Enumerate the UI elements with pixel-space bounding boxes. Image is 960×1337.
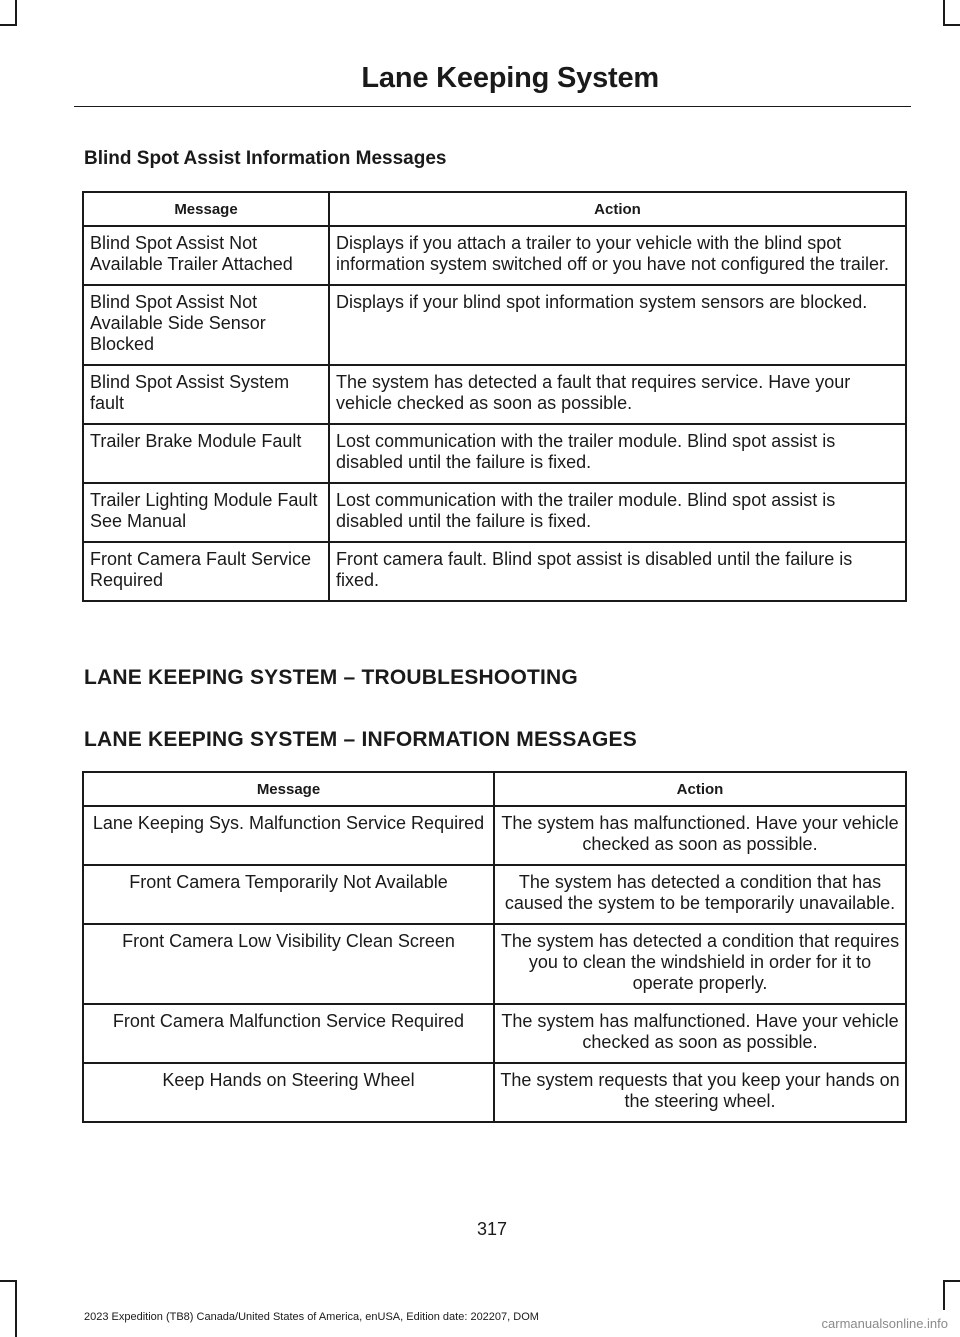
table-row [83, 1063, 906, 1122]
table-row [83, 865, 906, 924]
action-cell: The system requests that you keep your hands on the steering wheel. [494, 1063, 906, 1122]
watermark: carmanualsonline.info [821, 1316, 948, 1331]
header-divider [74, 106, 911, 107]
column-header-message: Message [83, 772, 494, 806]
column-header-action: Action [494, 772, 906, 806]
table-header-row [83, 772, 906, 806]
action-cell: Lost communication with the trailer module. Blind spot assist is disabled until the failure is fixed. [329, 424, 906, 483]
column-header-message: Message [83, 192, 329, 226]
chapter-heading-information-messages: LANE KEEPING SYSTEM – INFORMATION MESSAGES [84, 728, 637, 751]
chapter-heading-troubleshooting: LANE KEEPING SYSTEM – TROUBLESHOOTING [84, 666, 578, 689]
action-cell: Lost communication with the trailer module. Blind spot assist is disabled until the failure is fixed. [329, 483, 906, 542]
edition-footer: 2023 Expedition (TB8) Canada/United States of America, enUSA, Edition date: 202207, DOM [84, 1311, 539, 1323]
message-cell: Front Camera Low Visibility Clean Screen [83, 924, 494, 1004]
page-title: Lane Keeping System [361, 62, 659, 94]
message-cell: Keep Hands on Steering Wheel [83, 1063, 494, 1122]
action-cell: The system has malfunctioned. Have your vehicle checked as soon as possible. [494, 806, 906, 865]
crop-mark [943, 1280, 960, 1282]
table-row [83, 226, 906, 285]
action-cell: Front camera fault. Blind spot assist is disabled until the failure is fixed. [329, 542, 906, 601]
table-row [83, 542, 906, 601]
message-cell: Blind Spot Assist Not Available Side Sensor Blocked [83, 285, 329, 365]
table-row [83, 365, 906, 424]
action-cell: Displays if you attach a trailer to your vehicle with the blind spot information system switched off or you have not configured the trailer. [329, 226, 906, 285]
message-cell: Front Camera Fault Service Required [83, 542, 329, 601]
action-cell: The system has malfunctioned. Have your vehicle checked as soon as possible. [494, 1004, 906, 1063]
crop-mark [943, 1280, 945, 1310]
lane-keeping-messages-table [82, 771, 907, 1123]
action-cell: The system has detected a condition that has caused the system to be temporarily unavailable. [494, 865, 906, 924]
table-row [83, 806, 906, 865]
message-cell: Lane Keeping Sys. Malfunction Service Required [83, 806, 494, 865]
message-cell: Trailer Brake Module Fault [83, 424, 329, 483]
message-cell: Blind Spot Assist Not Available Trailer Attached [83, 226, 329, 285]
crop-mark [15, 0, 17, 26]
table-row [83, 285, 906, 365]
message-cell: Trailer Lighting Module Fault See Manual [83, 483, 329, 542]
action-cell: Displays if your blind spot information system sensors are blocked. [329, 285, 906, 365]
table-header-row [83, 192, 906, 226]
table-row [83, 1004, 906, 1063]
message-cell: Front Camera Temporarily Not Available [83, 865, 494, 924]
message-cell: Front Camera Malfunction Service Required [83, 1004, 494, 1063]
column-header-action: Action [329, 192, 906, 226]
crop-mark [0, 1280, 17, 1282]
crop-mark [15, 1280, 17, 1337]
page-number: 317 [476, 1219, 508, 1239]
message-cell: Blind Spot Assist System fault [83, 365, 329, 424]
table-row [83, 483, 906, 542]
section-heading: Blind Spot Assist Information Messages [84, 148, 447, 169]
action-cell: The system has detected a condition that requires you to clean the windshield in order for it to operate properly. [494, 924, 906, 1004]
table-row [83, 424, 906, 483]
table-row [83, 924, 906, 1004]
crop-mark [943, 0, 945, 26]
action-cell: The system has detected a fault that requires service. Have your vehicle checked as soon as possible. [329, 365, 906, 424]
crop-mark [0, 24, 17, 26]
blind-spot-messages-table [82, 191, 907, 602]
crop-mark [943, 24, 960, 26]
